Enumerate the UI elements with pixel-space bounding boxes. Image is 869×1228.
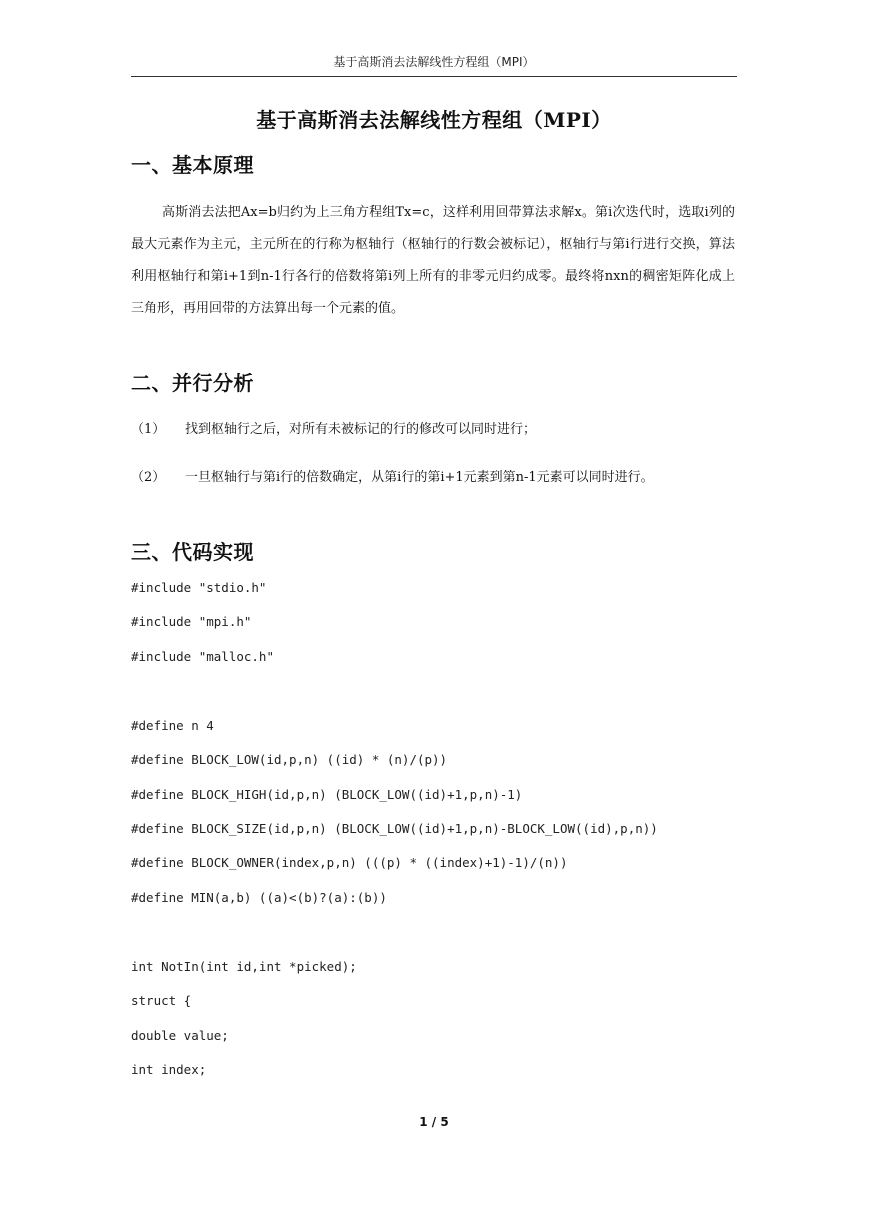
code-line: #define MIN(a,b) ((a)<(b)?(a):(b)) <box>131 890 387 905</box>
section-heading-parallel-analysis: 二、并行分析 <box>131 371 254 395</box>
list-item-text: 一旦枢轴行与第i行的倍数确定，从第i行的第i+1元素到第n-1元素可以同时进行。 <box>185 470 654 485</box>
section-heading-basic-principle: 一、基本原理 <box>131 153 254 177</box>
running-header: 基于高斯消去法解线性方程组（MPI） <box>333 55 535 69</box>
code-line: #include "stdio.h" <box>131 580 267 595</box>
code-line: #include "mpi.h" <box>131 614 252 629</box>
header-divider <box>131 76 737 77</box>
section-paragraph-basic-principle: 高斯消去法把Ax=b归约为上三角方程组Tx=c，这样利用回带算法求解x。第i次迭代时，选取i列的最大元素作为主元，主元所在的行称为枢轴行（枢轴行的行数会被标记），枢轴行与第i行进行交换，算法利用枢轴行和第i+1到n-1行各行的倍数将第i列上所有的非零元归约成零。最终将nxn的稠密矩阵化成上三角形，再用回带的方法算出每一个元素的值。 <box>131 205 735 316</box>
code-line: #define BLOCK_OWNER(index,p,n) (((p) * ((index)+1)-1)/(n)) <box>131 855 568 870</box>
code-line: double value; <box>131 1028 229 1043</box>
page-number: 1 / 5 <box>419 1115 449 1129</box>
list-item-text: 找到枢轴行之后，对所有未被标记的行的修改可以同时进行； <box>185 422 537 437</box>
document-title: 基于高斯消去法解线性方程组（MPI） <box>256 108 612 132</box>
code-line: #define BLOCK_HIGH(id,p,n) (BLOCK_LOW((id)+1,p,n)-1) <box>131 787 523 802</box>
code-line: int NotIn(int id,int *picked); <box>131 959 357 974</box>
code-line: #include "malloc.h" <box>131 649 274 664</box>
code-line: #define BLOCK_LOW(id,p,n) ((id) * (n)/(p)) <box>131 752 448 767</box>
list-item-number: （2） <box>131 470 166 485</box>
code-line: struct { <box>131 993 192 1008</box>
list-item-number: （1） <box>131 422 166 437</box>
code-line: #define BLOCK_SIZE(id,p,n) (BLOCK_LOW((id)+1,p,n)-BLOCK_LOW((id),p,n)) <box>131 821 658 836</box>
section-heading-code-implementation: 三、代码实现 <box>131 540 254 564</box>
code-line: #define n 4 <box>131 718 214 733</box>
code-line: int index; <box>131 1062 207 1077</box>
